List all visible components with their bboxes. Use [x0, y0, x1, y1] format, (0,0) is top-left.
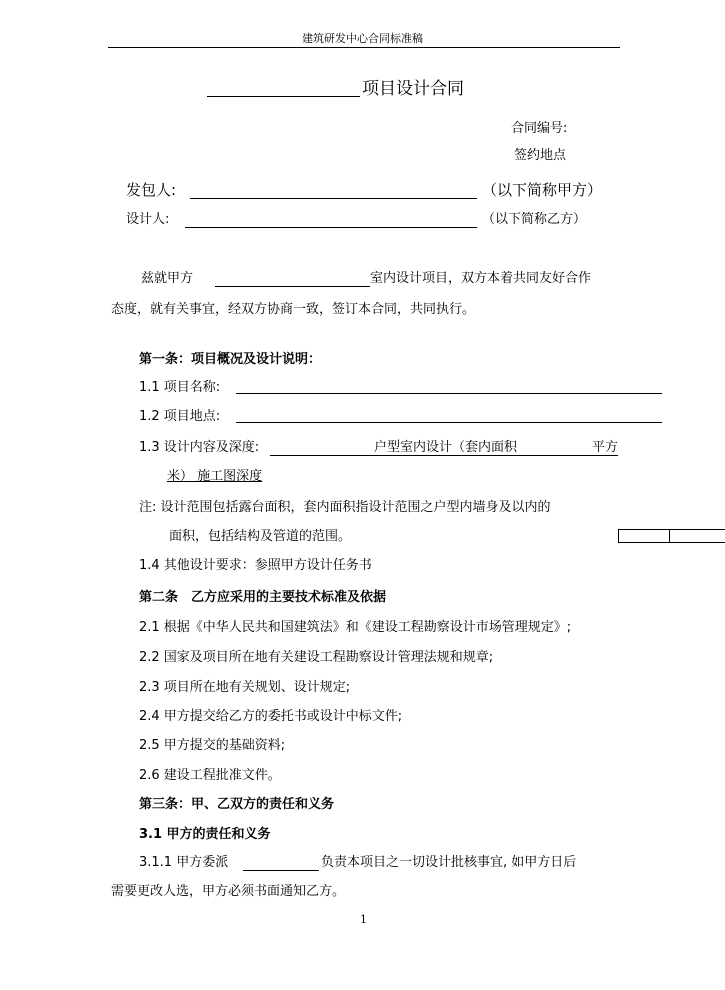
item-1-1: 1.1 项目名称: [139, 380, 221, 395]
item-2-1: 2.1 根据《中华人民共和国建筑法》和《建设工程勘察设计市场管理规定》; [139, 620, 572, 635]
item-1-3-label: 1.3 设计内容及深度: [139, 440, 260, 455]
designer-label: 设计人: [126, 212, 170, 227]
item-2-3: 2.3 项目所在地有关规划、设计规定; [139, 680, 351, 695]
page-number: 1 [360, 913, 367, 926]
project-name-blank [236, 393, 662, 394]
item-3-1-1-line2: 需要更改人选，甲方必须书面通知乙方。 [111, 884, 346, 899]
item-1-4: 1.4 其他设计要求：参照甲方设计任务书 [139, 558, 372, 573]
sign-place-label: 签约地点 [514, 148, 567, 163]
page-title: 项目设计合同 [362, 79, 464, 99]
intro-line1-start: 兹就甲方 [141, 271, 194, 286]
header-rule [108, 47, 620, 48]
designer-note: （以下简称乙方） [482, 212, 587, 227]
side-table-fragment [618, 529, 725, 543]
section-3-1-heading: 3.1 甲方的责任和义务 [139, 827, 271, 842]
item-2-6: 2.6 建设工程批准文件。 [139, 768, 281, 783]
article3-heading: 第三条：甲、乙双方的责任和义务 [139, 797, 335, 812]
designer-blank [185, 227, 477, 228]
intro-line1-end: 室内设计项目，双方本着共同友好合作 [370, 271, 592, 286]
contract-number-label: 合同编号: [511, 121, 568, 136]
item-1-3-text: 户型室内设计（套内面积 [374, 440, 518, 455]
running-header: 建筑研发中心合同标准稿 [302, 32, 423, 45]
item-2-5: 2.5 甲方提交的基础资料; [139, 738, 286, 753]
owner-note: （以下简称甲方） [482, 181, 603, 199]
title-project-blank [207, 96, 360, 97]
item-1-3-unit: 平方 [592, 440, 619, 455]
note-line2: 面积，包括结构及管道的范围。 [169, 529, 352, 544]
item-1-2: 1.2 项目地点: [139, 409, 221, 424]
item-2-4: 2.4 甲方提交给乙方的委托书或设计中标文件; [139, 709, 403, 724]
item-3-1-1-end: 负责本项目之一切设计批核事宜, 如甲方日后 [321, 855, 577, 870]
owner-label: 发包人: [126, 181, 177, 199]
note-line1: 注: 设计范围包括露台面积，套内面积指设计范围之户型内墙身及以内的 [139, 500, 551, 515]
article2-heading: 第二条 乙方应采用的主要技术标准及依据 [139, 590, 387, 605]
delegate-blank [243, 870, 319, 871]
article1-heading: 第一条：项目概况及设计说明： [139, 352, 322, 367]
item-2-2: 2.2 国家及项目所在地有关建设工程勘察设计管理法规和规章; [139, 650, 494, 665]
project-location-blank [236, 422, 662, 423]
item-3-1-1-start: 3.1.1 甲方委派 [139, 855, 229, 870]
item-1-3-continued: 米） 施工图深度 [167, 469, 263, 484]
intro-line2: 态度，就有关事宜，经双方协商一致，签订本合同，共同执行。 [111, 302, 476, 317]
owner-blank [190, 198, 477, 199]
intro-project-blank [215, 286, 370, 287]
